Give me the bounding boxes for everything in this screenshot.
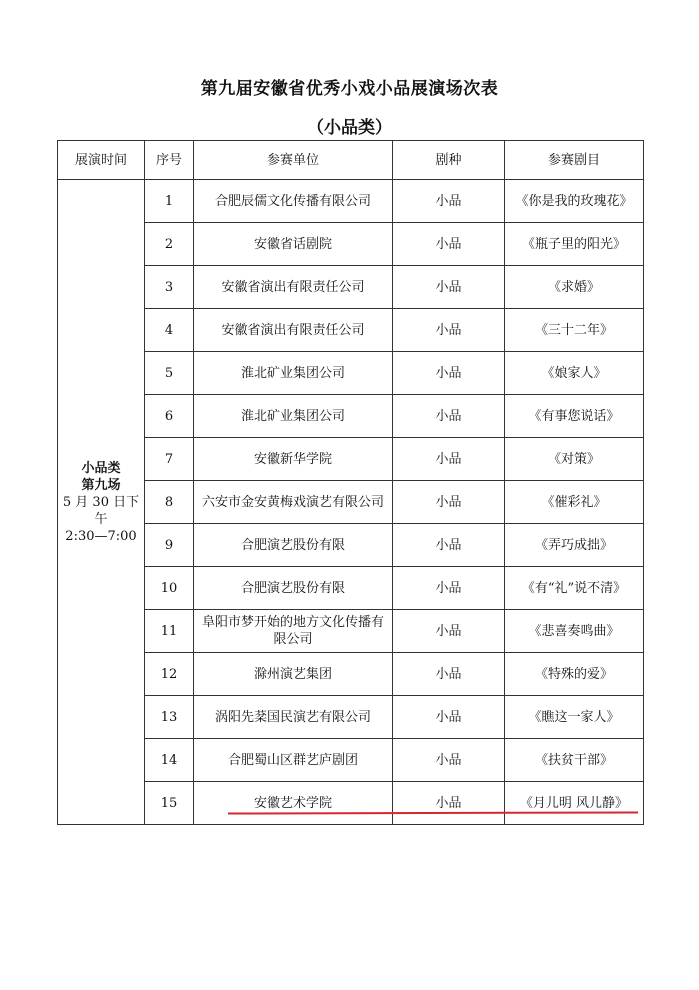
row-unit: 安徽省话剧院	[194, 223, 393, 266]
table-row	[58, 696, 644, 739]
table-row	[58, 524, 644, 567]
table-header-row	[58, 141, 644, 180]
row-work: 《扶贫干部》	[505, 739, 644, 782]
row-unit: 安徽省演出有限责任公司	[194, 266, 393, 309]
table-row	[58, 481, 644, 524]
row-genre: 小品	[393, 266, 505, 309]
row-number: 11	[145, 610, 194, 653]
row-work: 《特殊的爱》	[505, 653, 644, 696]
row-work: 《有事您说话》	[505, 395, 644, 438]
row-genre: 小品	[393, 610, 505, 653]
row-genre: 小品	[393, 352, 505, 395]
row-work: 《瓶子里的阳光》	[505, 223, 644, 266]
table-row	[58, 653, 644, 696]
header-work: 参赛剧目	[505, 141, 644, 180]
row-work: 《有“礼”说不清》	[505, 567, 644, 610]
row-number: 2	[145, 223, 194, 266]
row-number: 10	[145, 567, 194, 610]
row-work: 《对策》	[505, 438, 644, 481]
session-time-cell	[58, 180, 145, 825]
session-category: 小品类	[81, 460, 121, 476]
row-unit: 安徽艺术学院	[194, 782, 393, 825]
schedule-table	[57, 140, 644, 825]
table-row	[58, 395, 644, 438]
row-number: 6	[145, 395, 194, 438]
table-row	[58, 610, 644, 653]
row-genre: 小品	[393, 782, 505, 825]
table-row	[58, 309, 644, 352]
row-genre: 小品	[393, 180, 505, 223]
row-unit: 合肥演艺股份有限	[194, 524, 393, 567]
row-work: 《你是我的玫瑰花》	[505, 180, 644, 223]
row-genre: 小品	[393, 309, 505, 352]
table-row	[58, 352, 644, 395]
row-genre: 小品	[393, 567, 505, 610]
row-unit: 六安市金安黄梅戏演艺有限公司	[194, 481, 393, 524]
row-work: 《瞧这一家人》	[505, 696, 644, 739]
session-number: 第九场	[81, 477, 121, 493]
table-row	[58, 438, 644, 481]
row-genre: 小品	[393, 481, 505, 524]
document-subtitle: （小品类）	[307, 118, 392, 138]
row-number: 5	[145, 352, 194, 395]
row-genre: 小品	[393, 223, 505, 266]
row-unit: 阜阳市梦开始的地方文化传播有限公司	[194, 610, 393, 653]
header-unit: 参赛单位	[194, 141, 393, 180]
row-number: 4	[145, 309, 194, 352]
row-number: 9	[145, 524, 194, 567]
row-number: 14	[145, 739, 194, 782]
table-row	[58, 567, 644, 610]
row-unit: 涡阳先棻国民演艺有限公司	[194, 696, 393, 739]
table-row	[58, 266, 644, 309]
row-unit: 淮北矿业集团公司	[194, 395, 393, 438]
row-number: 12	[145, 653, 194, 696]
row-genre: 小品	[393, 653, 505, 696]
row-unit: 合肥蜀山区群艺庐剧团	[194, 739, 393, 782]
row-number: 13	[145, 696, 194, 739]
table-row	[58, 223, 644, 266]
row-number: 7	[145, 438, 194, 481]
row-unit: 合肥辰儒文化传播有限公司	[194, 180, 393, 223]
row-work: 《催彩礼》	[505, 481, 644, 524]
row-genre: 小品	[393, 696, 505, 739]
row-work: 《娘家人》	[505, 352, 644, 395]
row-work: 《悲喜奏鸣曲》	[505, 610, 644, 653]
header-number: 序号	[145, 141, 194, 180]
row-unit: 安徽新华学院	[194, 438, 393, 481]
row-work: 《弄巧成拙》	[505, 524, 644, 567]
row-unit: 滁州演艺集团	[194, 653, 393, 696]
row-genre: 小品	[393, 395, 505, 438]
row-unit: 合肥演艺股份有限	[194, 567, 393, 610]
row-number: 8	[145, 481, 194, 524]
row-genre: 小品	[393, 739, 505, 782]
row-work: 《求婚》	[505, 266, 644, 309]
row-number: 3	[145, 266, 194, 309]
row-work: 《三十二年》	[505, 309, 644, 352]
row-work: 《月儿明 风儿静》	[505, 782, 644, 825]
session-hours: 2:30—7:00	[65, 528, 137, 544]
header-genre: 剧种	[393, 141, 505, 180]
header-time: 展演时间	[58, 141, 145, 180]
table-row	[58, 782, 644, 825]
row-number: 1	[145, 180, 194, 223]
row-genre: 小品	[393, 438, 505, 481]
row-genre: 小品	[393, 524, 505, 567]
row-unit: 安徽省演出有限责任公司	[194, 309, 393, 352]
table-row	[58, 739, 644, 782]
document-title: 第九届安徽省优秀小戏小品展演场次表	[200, 79, 499, 99]
row-number: 15	[145, 782, 194, 825]
row-unit: 淮北矿业集团公司	[194, 352, 393, 395]
table-row	[58, 180, 644, 223]
session-date: 5 月 30 日下午	[62, 494, 140, 527]
